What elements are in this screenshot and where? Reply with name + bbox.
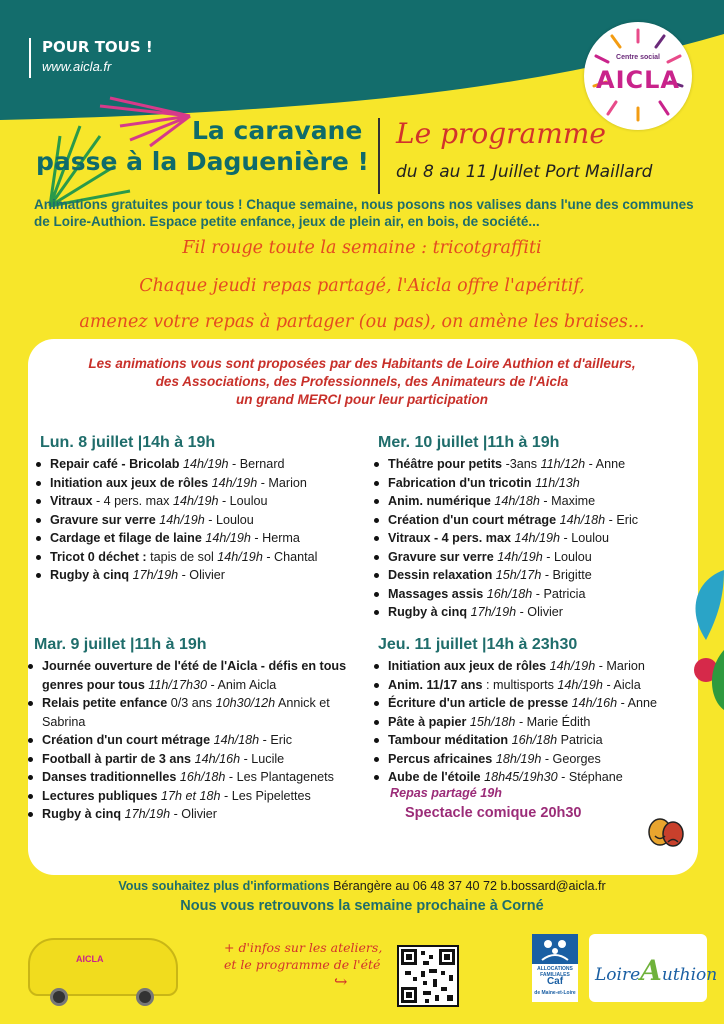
activity-hours: 17h/19h <box>132 568 179 582</box>
activity-item <box>24 694 366 731</box>
activity-hours: 14h/19h <box>497 549 543 564</box>
caf-line-1: ALLOCATIONS FAMILIALES <box>537 966 573 978</box>
activity-hours: 14h/19h <box>514 531 560 545</box>
activity-name: Écriture d'un article de presse <box>388 696 569 710</box>
activity-name: Massages assis <box>388 586 484 601</box>
activity-who: - Bernard <box>232 457 285 471</box>
activity-who: - Chantal <box>266 549 318 564</box>
infos-line-2: et le programme de l'été <box>224 957 381 972</box>
activity-list-mer <box>370 455 700 622</box>
activity-detail: 0/3 ans <box>170 696 216 710</box>
day-heading-mer: Mer. 10 juillet |11h à 19h <box>378 434 560 451</box>
activity-name: Création d'un court métrage <box>388 512 557 527</box>
activity-hours: 14h/19h <box>549 659 596 673</box>
activity-name: Repair café - Bricolab <box>50 457 180 471</box>
activity-item <box>32 566 382 585</box>
activity-name: Rugby à cinq <box>388 605 468 619</box>
thanks-line-2: des Associations, des Professionnels, des Animateurs de l'Aicla <box>155 374 569 389</box>
activity-name: Relais petite enfance <box>42 696 168 710</box>
activity-item <box>24 805 366 824</box>
activity-hours: 14h/18h <box>213 733 260 747</box>
title-line2: passe à la Daguenière ! <box>36 147 369 176</box>
repas-partage: Repas partagé 19h <box>390 786 502 800</box>
activity-hours: 17h et 18h <box>160 788 221 803</box>
website-link[interactable]: www.aicla.fr <box>42 59 112 74</box>
activity-who: Patricia <box>560 733 603 747</box>
activity-detail: : multisports <box>486 677 558 692</box>
cursive-line-3: amenez votre repas à partager (ou pas), on amène les braises... <box>79 312 645 332</box>
activity-list-mar <box>24 657 366 824</box>
caravan-illustration <box>18 922 206 1012</box>
caf-line-3: de Maine-et-Loire <box>534 990 576 996</box>
info-contact[interactable]: Bérangère au 06 48 37 40 72 b.bossard@aicla.fr <box>333 879 606 893</box>
loire-word: Loire <box>595 965 641 985</box>
activity-hours: 14h/19h <box>205 531 251 545</box>
activity-item <box>24 787 366 806</box>
activity-who: - Marion <box>598 659 645 673</box>
tropical-leaf-icon <box>676 560 724 720</box>
activity-name: Pâte à papier <box>388 714 467 729</box>
activity-name: Vitraux <box>50 494 93 508</box>
activity-who: - Stéphane <box>561 770 623 784</box>
qr-code-icon <box>399 947 457 1005</box>
activity-hours: 14h/19h <box>211 475 258 490</box>
aicla-logo <box>584 22 692 130</box>
activity-hours: 15h/17h <box>495 568 542 582</box>
header-bar <box>29 38 31 78</box>
thanks-line-1: Les animations vous sont proposées par des Habitants de Loire Authion et d'ailleurs, <box>88 356 636 371</box>
programme-dates: du 8 au 11 Juillet Port Maillard <box>396 162 653 182</box>
spectacle-comique: Spectacle comique 20h30 <box>405 805 582 821</box>
activity-item <box>370 492 700 511</box>
activity-who: - Lucile <box>243 751 285 766</box>
activity-item <box>370 511 700 530</box>
day-heading-jeu: Jeu. 11 juillet |14h à 23h30 <box>378 636 578 653</box>
activity-item <box>370 529 700 548</box>
activity-hours: 14h/19h <box>182 457 229 471</box>
logo-text: AICLA <box>596 66 680 94</box>
activity-name: Anim. numérique <box>388 494 491 508</box>
authion-word: uthion <box>661 965 718 985</box>
loire-a-letter: A <box>640 954 662 987</box>
activity-who: - Eric <box>608 512 639 527</box>
activity-hours: 17h/19h <box>124 807 171 821</box>
activity-name: Gravure sur verre <box>50 512 156 527</box>
activity-item <box>370 585 700 604</box>
infos-ateliers <box>224 939 392 990</box>
activity-name: Percus africaines <box>388 751 493 766</box>
caf-logo <box>532 934 578 1002</box>
activity-name: Théâtre pour petits <box>388 457 503 471</box>
activity-item <box>32 492 382 511</box>
infos-line-1: + d'infos sur les ateliers, <box>224 940 383 955</box>
activity-detail: tapis de sol <box>150 549 218 564</box>
activity-item <box>370 657 710 676</box>
activity-hours: 18h45/19h30 <box>484 770 558 784</box>
activity-item <box>370 676 710 695</box>
activity-list-lun <box>32 455 382 585</box>
activity-name: Anim. 11/17 ans <box>388 677 483 692</box>
activity-who: Annick et Sabrina <box>42 696 330 729</box>
activity-name: Football à partir de 3 ans <box>42 751 192 766</box>
activity-item <box>32 548 382 567</box>
activity-item <box>370 474 700 493</box>
activity-name: Rugby à cinq <box>50 568 130 582</box>
activity-hours: 16h/18h <box>486 586 533 601</box>
caravan-body <box>28 938 178 996</box>
activity-hours: 11h/13h <box>535 475 580 490</box>
loire-authion-text <box>595 954 717 987</box>
activity-name: Danses traditionnelles <box>42 770 177 784</box>
wheel-icon <box>136 988 154 1006</box>
logo-subtitle: Centre social <box>616 54 660 61</box>
activity-who: - Brigitte <box>544 568 592 582</box>
activity-who: - Anne <box>620 696 658 710</box>
caravan-name: AICLA <box>76 954 104 964</box>
activity-detail: -3ans <box>505 457 541 471</box>
activity-who: - Les Pipelettes <box>224 788 311 803</box>
activity-item <box>32 529 382 548</box>
activity-item <box>24 731 366 750</box>
loire-authion-logo <box>589 934 718 1002</box>
activity-item <box>370 713 710 732</box>
activity-name: Lectures publiques <box>42 788 158 803</box>
activity-who: - Les Plantagenets <box>228 770 334 784</box>
activity-item <box>370 750 710 769</box>
activity-name: Fabrication d'un tricotin <box>388 475 532 490</box>
activity-name: Vitraux - 4 pers. max <box>388 531 511 545</box>
activity-item <box>24 750 366 769</box>
activity-name: Initiation aux jeux de rôles <box>388 659 547 673</box>
theatre-masks-icon <box>646 816 686 850</box>
activity-name: Tricot 0 déchet : <box>50 549 147 564</box>
activity-hours: 18h/19h <box>495 751 542 766</box>
next-week: Nous vous retrouvons la semaine prochaine à Corné <box>180 898 544 914</box>
activity-name: Rugby à cinq <box>42 807 122 821</box>
activity-hours: 14h/19h <box>557 677 603 692</box>
activity-hours: 16h/18h <box>179 770 226 784</box>
activity-item <box>32 511 382 530</box>
activity-item <box>370 603 700 622</box>
activity-who: - Herma <box>254 531 300 545</box>
qr-code[interactable] <box>397 945 459 1007</box>
activity-item <box>24 657 366 694</box>
activity-item <box>370 731 710 750</box>
activity-who: - Patricia <box>535 586 586 601</box>
caf-line-2: Caf <box>546 976 564 987</box>
activity-item <box>370 694 710 713</box>
activity-hours: 14h/19h <box>217 549 263 564</box>
activity-item <box>370 566 700 585</box>
programme-title: Le programme <box>396 117 606 150</box>
activity-who: - Anim Aicla <box>210 677 277 692</box>
activity-hours: 15h/18h <box>469 714 516 729</box>
activity-hours: 14h/18h <box>559 512 606 527</box>
info-label: Vous souhaitez plus d'informations <box>118 879 330 893</box>
activity-name: Cardage et filage de laine <box>50 531 202 545</box>
activity-who: - Anne <box>588 457 626 471</box>
activity-who: - Marie Édith <box>518 714 591 729</box>
activity-name: Aube de l'étoile <box>388 770 481 784</box>
activity-name: Initiation aux jeux de rôles <box>50 475 209 490</box>
cursive-line-1: Fil rouge toute la semaine : tricotgraffiti <box>182 238 542 258</box>
activity-hours: 14h/19h <box>159 512 205 527</box>
activity-hours: 14h/16h <box>194 751 241 766</box>
caf-header <box>532 934 578 964</box>
activity-detail: - 4 pers. max <box>95 494 173 508</box>
activity-name: Gravure sur verre <box>388 549 494 564</box>
activity-who: - Eric <box>262 733 293 747</box>
activity-hours: 14h/19h <box>172 494 219 508</box>
activity-hours: 17h/19h <box>470 605 517 619</box>
activity-name: Journée ouverture de l'été de l'Aicla - défis en tous genres pour tous <box>42 659 347 692</box>
activity-item <box>32 474 382 493</box>
info-line <box>0 879 724 893</box>
activity-list-jeu <box>370 657 710 787</box>
wheel-icon <box>50 988 68 1006</box>
activity-item <box>370 455 700 474</box>
activity-who: - Olivier <box>181 568 225 582</box>
intro-text: Animations gratuites pour tous ! Chaque semaine, nous posons nos valises dans l'une des communes de Loire-Authion. Espace petite enfance, jeux de plein air, en bois, de société... <box>34 197 694 229</box>
activity-who: - Olivier <box>519 605 563 619</box>
activity-name: Création d'un court métrage <box>42 733 211 747</box>
thanks-line-3: un grand MERCI pour leur participation <box>235 392 488 407</box>
activity-who: - Olivier <box>173 807 217 821</box>
activity-hours: 10h30/12h <box>215 696 276 710</box>
pour-tous: POUR TOUS ! <box>42 38 153 56</box>
activity-item <box>24 768 366 787</box>
family-icon <box>532 934 578 964</box>
activity-name: Dessin relaxation <box>388 568 493 582</box>
activity-who: - Maxime <box>543 494 596 508</box>
curved-arrow-icon: ↪ <box>334 972 348 991</box>
title-separator <box>378 118 380 194</box>
activity-hours: 11h/12h <box>540 457 586 471</box>
activity-who: - Loulou <box>563 531 610 545</box>
activity-who: - Loulou <box>546 549 592 564</box>
activity-hours: 14h/18h <box>494 494 540 508</box>
activity-who: - Georges <box>544 751 601 766</box>
activity-hours: 11h/17h30 <box>148 677 207 692</box>
activity-item <box>370 548 700 567</box>
activity-item <box>370 768 710 787</box>
activity-name: Tambour méditation <box>388 733 509 747</box>
activity-hours: 16h/18h <box>511 733 558 747</box>
day-heading-lun: Lun. 8 juillet |14h à 19h <box>40 434 216 451</box>
activity-who: - Loulou <box>208 512 254 527</box>
activity-who: - Aicla <box>606 677 641 692</box>
title-line1: La caravane <box>192 116 363 145</box>
activity-hours: 14h/16h <box>571 696 618 710</box>
activity-who: - Marion <box>260 475 307 490</box>
day-heading-mar: Mar. 9 juillet |11h à 19h <box>34 636 207 653</box>
activity-who: - Loulou <box>221 494 268 508</box>
cursive-line-2: Chaque jeudi repas partagé, l'Aicla offre l'apéritif, <box>139 276 585 296</box>
activity-item <box>32 455 382 474</box>
